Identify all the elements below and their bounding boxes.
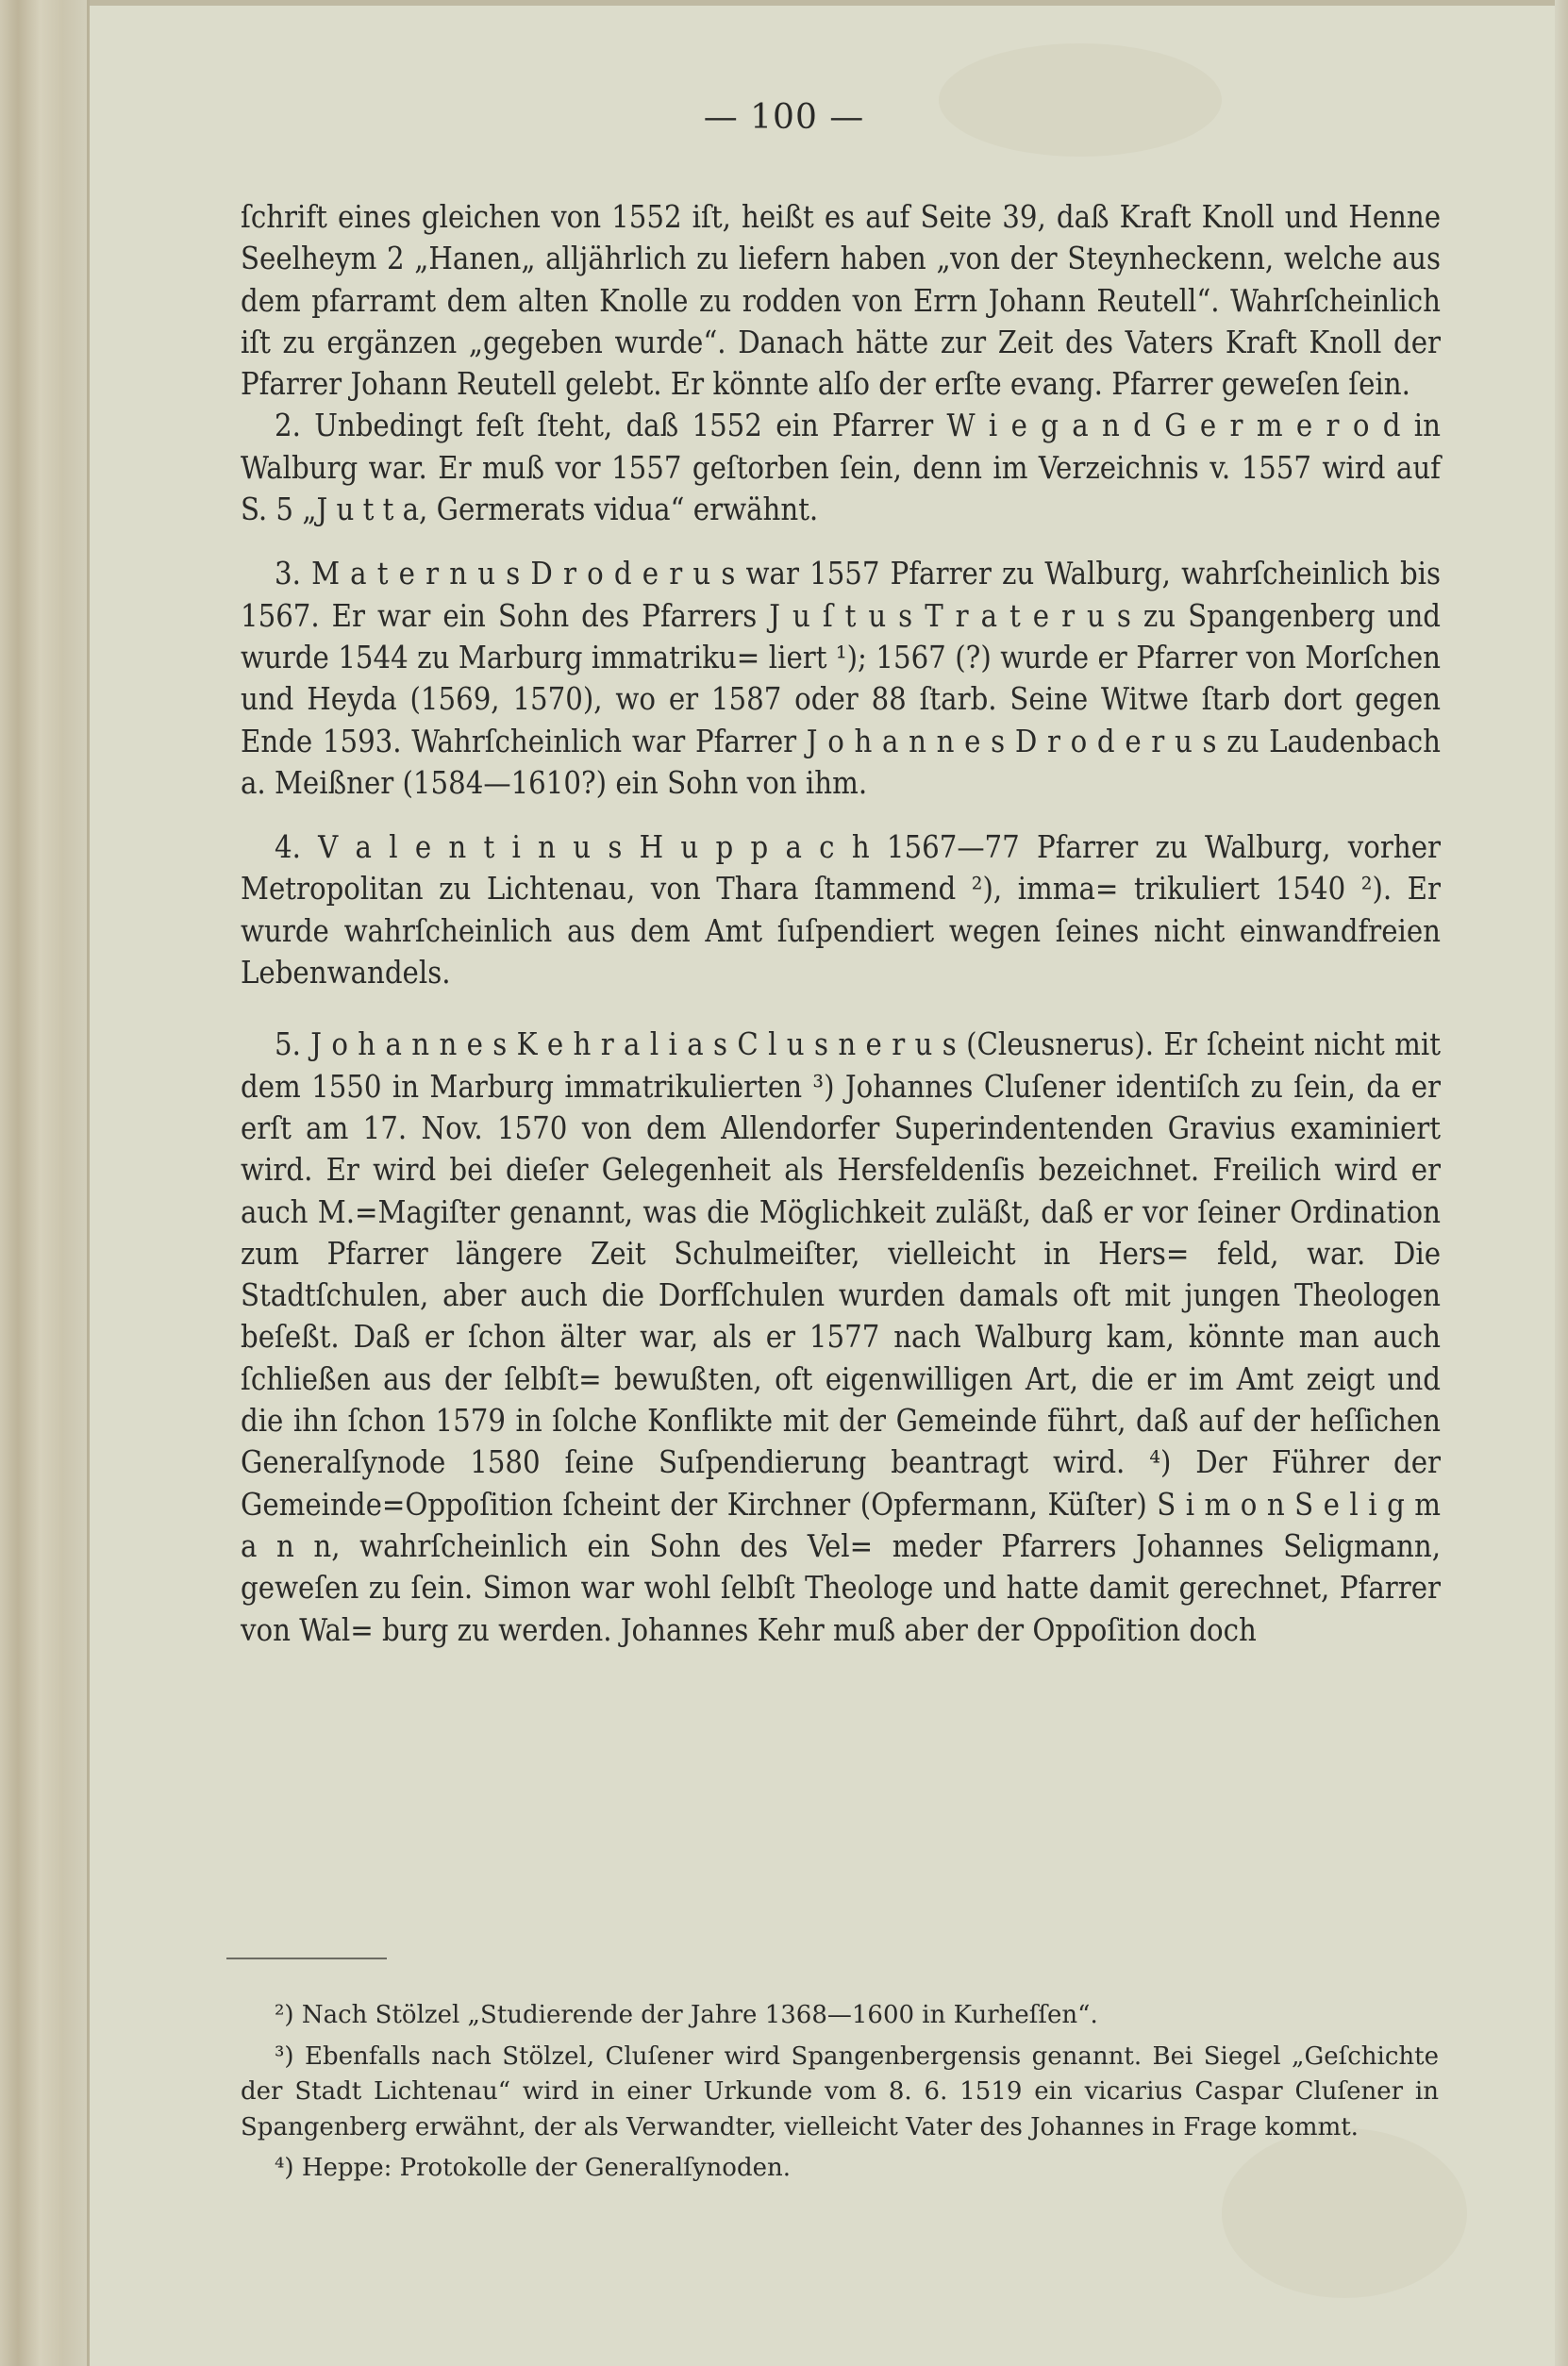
text-line: vorher Metropolitan zu Lichtenau, von Thara ſtammend ²), imma= (241, 829, 1441, 908)
text-line: ſchrift eines gleichen von 1552 iſt, heißt es auf Seite 39, daß Kraft (241, 199, 1192, 235)
text-line: V a l e n t i n u s H u p p a c h 1567—77 Pfarrer zu Walburg, (318, 829, 1331, 866)
footnote-marker: ³) (275, 2041, 294, 2071)
text-line: bewußten, oft eigenwilligen Art, die er im Amt zeigt und die ihn (241, 1360, 1441, 1440)
text-line: wegen ſeines nicht einwandfreien Lebenwandels. (241, 912, 1441, 991)
text-line: ſchon 1579 in ſolche Konflikte mit der Gemeinde führt, daß auf (347, 1403, 1243, 1440)
text-line: Knoll und Henne Seelheym 2 „Hanen„ alljährlich zu liefern haben (241, 199, 1441, 277)
paragraph-4-valentinus-huppach (241, 826, 1441, 993)
text-line: M.=Magiſter genannt, was die Möglichkeit zuläßt, daß er vor ſeiner (317, 1193, 1280, 1230)
page-right-edge (1555, 0, 1568, 2366)
text-line: der Pfarrer Johann Reutell gelebt. Er könnte alſo der erſte evang. (241, 324, 1441, 403)
paragraph-2-wiegand-germerod (241, 405, 1441, 530)
paragraph-3-maternus-droderus (241, 553, 1441, 804)
paragraph-5-johannes-kehr (241, 1024, 1441, 1650)
text-line: Pfarrer geweſen ſein. (1111, 366, 1410, 403)
text-line: zu Laudenbach a. Meißner (1584—1610?) ein Sohn von ihm. (241, 723, 1442, 801)
text-line: zu rodden von Errn Johann Reutell“. Wahrſcheinlich iſt zu ergänzen (241, 282, 1441, 360)
footnote-4 (241, 2151, 1439, 2187)
footnote-text: Ebenfalls nach Stölzel, Cluſener wird Spangenbergensis genannt. Bei Siegel „Geſchichte der Stadt Lichtenau“ wird in einer Urkunde vom 8. 6. 1519 ein vicarius Caspar Cluſener in Spangenberg erwähnt, der als Verwandter, vielleicht Vater des Johannes in Frage kommt. (241, 2041, 1439, 2141)
paragraph-number: 4. (275, 829, 301, 866)
text-line: wahrſcheinlich bis 1567. Er war ein Sohn des Pfarrers J u ſ t u s (241, 556, 1441, 634)
paragraph-number: 3. (275, 556, 301, 592)
text-line: dieſer Gelegenheit als Hersfeldenſis bezeichnet. Freilich wird er auch (241, 1152, 1441, 1230)
text-line: oft mit jungen Theologen beſeßt. Daß er ſchon älter war, als er (241, 1277, 1441, 1356)
footnote-separator (226, 1958, 387, 1959)
text-line: vidua“ erwähnt. (593, 492, 819, 528)
text-line: wohl ſelbſt Theologe und hatte damit gerechnet, Pfarrer von Wal= (241, 1570, 1441, 1648)
text-line: denn im Verzeichnis v. 1557 wird auf S. 5 „J u t t a, Germerats (241, 449, 1441, 528)
text-line: trikuliert 1540 ²). Er wurde wahrſcheinlich aus dem Amt ſuſpendiert (241, 871, 1441, 949)
footnote-marker: ²) (275, 2001, 294, 2029)
text-line: G e r m e r o d in Walburg war. Er muß vor 1557 geſtorben ſein, (241, 408, 1441, 486)
footnote-3 (241, 2040, 1439, 2146)
text-line: J o h a n n e s K e h r a l i a s C l u s n e r u s (Cleusnerus). Er (310, 1026, 1197, 1063)
paragraph-number: 2. (275, 408, 301, 444)
text-line: ſcheint nicht mit dem 1550 in Marburg immatrikulierten ³) Johannes (241, 1026, 1441, 1105)
text-line: Cluſener identiſch zu ſein, da er erſt am 17. Nov. 1570 von dem (241, 1068, 1441, 1146)
footnote-text: Heppe: Protokolle der Generalſynoden. (301, 2154, 791, 2182)
text-line: feld, war. Die Stadtſchulen, aber auch die Dorfſchulen wurden damals (241, 1235, 1441, 1314)
text-line: T r a t e r u s zu Spangenberg und wurde 1544 zu Marburg immatriku= (241, 597, 1441, 675)
text-line: M a t e r n u s D r o d e r u s war 1557 Pfarrer zu Walburg, (311, 556, 1171, 592)
text-line: Ende 1593. Wahrſcheinlich war Pfarrer J o h a n n e s D r o d e r u s (241, 723, 1217, 759)
paragraph-continued (241, 196, 1441, 405)
text-line: meder Pfarrers Johannes Seligmann, geweſen zu ſein. Simon war (241, 1527, 1441, 1607)
footnote-marker: ⁴) (275, 2154, 294, 2182)
text-line: Allendorfer Superindentenden Gravius examiniert wird. Er wird bei (241, 1109, 1441, 1189)
page-number: — 100 — (703, 98, 865, 137)
book-binding-gutter (0, 0, 90, 2366)
footnotes (241, 1998, 1439, 2187)
main-text (241, 196, 1441, 1651)
text-line: Ordination zum Pfarrer längere Zeit Schulmeiſter, vielleicht in Hers= (241, 1193, 1441, 1272)
text-line: „gegeben wurde“. Danach hätte zur Zeit des Vaters Kraft Knoll (468, 324, 1382, 360)
paragraph-number: 5. (275, 1026, 301, 1063)
text-line: burg zu werden. Johannes Kehr muß aber der Oppoſition doch (382, 1611, 1257, 1648)
text-line: liert ¹); 1567 (?) wurde er Pfarrer von Morſchen und Heyda (1569, (241, 639, 1441, 718)
text-line: „von der Steynheckenn, welche aus dem pfarramt dem alten Knolle (241, 241, 1441, 319)
text-line: Der Führer der Gemeinde=Oppoſition ſcheint der Kirchner (Opfermann, (241, 1444, 1442, 1523)
footnote-2 (241, 1998, 1439, 2034)
text-line: Unbedingt feſt ſteht, daß 1552 ein Pfarrer W i e g a n d (314, 408, 1151, 444)
text-line: der heſſichen Generalſynode 1580 ſeine Suſpendierung beantragt wird. ⁴) (241, 1403, 1441, 1481)
text-line: 1577 nach Walburg kam, könnte man auch ſchließen aus der ſelbſt= (241, 1319, 1441, 1397)
footnote-text: Nach Stölzel „Studierende der Jahre 1368—1600 in Kurheſſen“. (301, 2001, 1098, 2029)
text-line: 1570), wo er 1587 oder 88 ſtarb. Seine Witwe ſtarb dort gegen (512, 681, 1441, 718)
text-line: Küſter) S i m o n S e l i g m a n n, wahrſcheinlich ein Sohn des Vel= (241, 1486, 1441, 1564)
